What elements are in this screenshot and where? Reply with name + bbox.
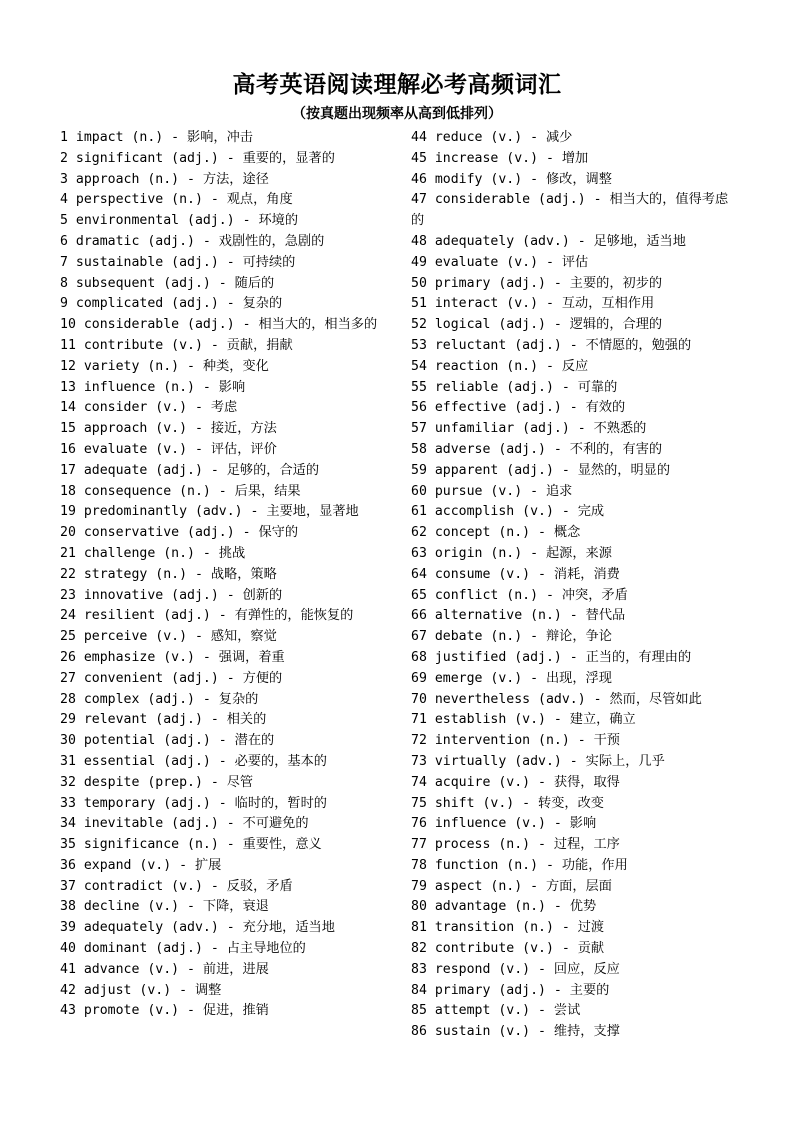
vocab-entry: 18 consequence (n.) - 后果，结果 [60,483,301,499]
vocab-entry: 33 temporary (adj.) - 临时的，暂时的 [60,795,327,811]
vocab-entry: 85 attempt (v.) - 尝试 [411,1003,581,1019]
vocab-entry: 48 adequately (adv.) - 足够地，适当地 [411,233,686,249]
vocab-entry: 53 reluctant (adj.) - 不情愿的，勉强的 [411,337,692,353]
vocab-entry: 47 considerable (adj.) - 相当大的，值得考虑的 [411,192,729,229]
vocab-entry: 13 influence (n.) - 影响 [60,379,246,395]
vocab-entry: 51 interact (v.) - 互动，互相作用 [411,296,655,312]
vocab-entry: 59 apparent (adj.) - 显然的，明显的 [411,462,671,478]
vocab-entry: 78 function (n.) - 功能，作用 [411,857,628,873]
vocab-entry: 49 evaluate (v.) - 评估 [411,254,589,270]
vocab-entry: 10 considerable (adj.) - 相当大的，相当多的 [60,317,378,333]
vocab-entry: 27 convenient (adj.) - 方便的 [60,670,283,686]
vocab-entry: 73 virtually (adv.) - 实际上，几乎 [411,753,665,769]
vocab-entry: 45 increase (v.) - 增加 [411,150,589,166]
vocab-entry: 63 origin (n.) - 起源，来源 [411,545,612,561]
vocab-entry: 80 advantage (n.) - 优势 [411,899,597,915]
vocab-entry: 20 conservative (adj.) - 保守的 [60,525,299,541]
vocab-entry: 46 modify (v.) - 修改，调整 [411,171,612,187]
vocab-entry: 3 approach (n.) - 方法，途径 [60,171,269,187]
vocab-entry: 54 reaction (n.) - 反应 [411,358,589,374]
vocab-entry: 35 significance (n.) - 重要性，意义 [60,837,322,853]
vocab-entry: 9 complicated (adj.) - 复杂的 [60,296,283,312]
vocab-entry: 24 resilient (adj.) - 有弹性的，能恢复的 [60,608,354,624]
vocab-entry: 76 influence (v.) - 影响 [411,816,597,832]
vocab-entry: 40 dominant (adj.) - 占主导地位的 [60,941,306,957]
vocab-entry: 19 predominantly (adv.) - 主要地，显著地 [60,504,359,520]
vocab-entry: 34 inevitable (adj.) - 不可避免的 [60,816,309,832]
vocab-entry: 70 nevertheless (adv.) - 然而，尽管如此 [411,691,702,707]
vocab-entry: 68 justified (adj.) - 正当的，有理由的 [411,649,692,665]
vocab-entry: 16 evaluate (v.) - 评估，评价 [60,441,277,457]
vocab-entry: 43 promote (v.) - 促进，推销 [60,1003,269,1019]
vocab-entry: 28 complex (adj.) - 复杂的 [60,691,259,707]
vocab-entry: 83 respond (v.) - 回应，反应 [411,961,620,977]
document-title: 高考英语阅读理解必考高频词汇 [232,72,562,98]
vocab-entry: 60 pursue (v.) - 追求 [411,483,573,499]
vocab-entry: 50 primary (adj.) - 主要的，初步的 [411,275,663,291]
vocab-entry: 41 advance (v.) - 前进，进展 [60,961,269,977]
vocab-entry: 71 establish (v.) - 建立，确立 [411,712,636,728]
vocab-entry: 81 transition (n.) - 过渡 [411,920,605,936]
document-subtitle: （按真题出现频率从高到低排列） [292,106,502,122]
vocab-entry: 58 adverse (adj.) - 不利的，有害的 [411,441,663,457]
vocab-entry: 39 adequately (adv.) - 充分地，适当地 [60,920,335,936]
vocab-entry: 23 innovative (adj.) - 创新的 [60,587,283,603]
vocab-entry: 21 challenge (n.) - 挑战 [60,545,246,561]
vocab-entry: 65 conflict (n.) - 冲突，矛盾 [411,587,628,603]
vocab-entry: 2 significant (adj.) - 重要的，显著的 [60,150,335,166]
vocab-entry: 14 consider (v.) - 考虑 [60,400,238,416]
vocab-entry: 44 reduce (v.) - 减少 [411,130,573,145]
vocab-entry: 52 logical (adj.) - 逻辑的，合理的 [411,317,663,333]
vocab-entry: 57 unfamiliar (adj.) - 不熟悉的 [411,421,647,437]
vocab-entry: 86 sustain (v.) - 维持，支撑 [411,1024,620,1040]
vocab-entry: 26 emphasize (v.) - 强调，着重 [60,649,285,665]
vocab-entry: 8 subsequent (adj.) - 随后的 [60,275,275,291]
vocab-entry: 61 accomplish (v.) - 完成 [411,504,605,520]
vocab-entry: 69 emerge (v.) - 出现，浮现 [411,670,612,686]
vocab-entry: 62 concept (n.) - 概念 [411,525,581,541]
vocab-entry: 1 impact (n.) - 影响，冲击 [60,130,253,145]
vocab-entry: 17 adequate (adj.) - 足够的，合适的 [60,462,320,478]
vocab-entry: 32 despite (prep.) - 尽管 [60,774,254,790]
vocab-entry: 31 essential (adj.) - 必要的，基本的 [60,753,327,769]
vocab-entry: 66 alternative (n.) - 替代品 [411,608,626,624]
vocab-column-left [60,128,388,1022]
vocab-entry: 56 effective (adj.) - 有效的 [411,400,626,416]
vocab-entry: 7 sustainable (adj.) - 可持续的 [60,254,296,270]
vocab-entry: 4 perspective (n.) - 观点，角度 [60,192,293,208]
vocab-entry: 15 approach (v.) - 接近，方法 [60,421,277,437]
vocab-entry: 82 contribute (v.) - 贡献 [411,941,605,957]
vocab-entry: 67 debate (n.) - 辩论，争论 [411,629,612,645]
vocab-column-right [411,128,739,1043]
vocab-entry: 22 strategy (n.) - 战略，策略 [60,566,277,582]
vocab-entry: 12 variety (n.) - 种类，变化 [60,358,269,374]
vocab-entry: 55 reliable (adj.) - 可靠的 [411,379,618,395]
vocab-entry: 25 perceive (v.) - 感知，察觉 [60,629,277,645]
vocab-entry: 64 consume (v.) - 消耗，消费 [411,566,620,582]
vocab-entry: 37 contradict (v.) - 反驳，矛盾 [60,878,293,894]
vocab-entry: 30 potential (adj.) - 潜在的 [60,733,275,749]
vocab-entry: 29 relevant (adj.) - 相关的 [60,712,267,728]
vocab-entry: 75 shift (v.) - 转变，改变 [411,795,604,811]
vocab-entry: 38 decline (v.) - 下降，衰退 [60,899,269,915]
vocab-entry: 77 process (n.) - 过程，工序 [411,837,620,853]
vocab-entry: 74 acquire (v.) - 获得，取得 [411,774,620,790]
vocab-entry: 6 dramatic (adj.) - 戏剧性的，急剧的 [60,233,325,249]
vocab-entry: 72 intervention (n.) - 干预 [411,733,620,749]
vocab-entry: 84 primary (adj.) - 主要的 [411,982,610,998]
vocab-entry: 5 environmental (adj.) - 环境的 [60,213,299,229]
vocab-entry: 79 aspect (n.) - 方面，层面 [411,878,612,894]
vocab-entry: 11 contribute (v.) - 贡献，捐献 [60,337,293,353]
vocab-entry: 36 expand (v.) - 扩展 [60,857,222,873]
vocab-entry: 42 adjust (v.) - 调整 [60,982,222,998]
